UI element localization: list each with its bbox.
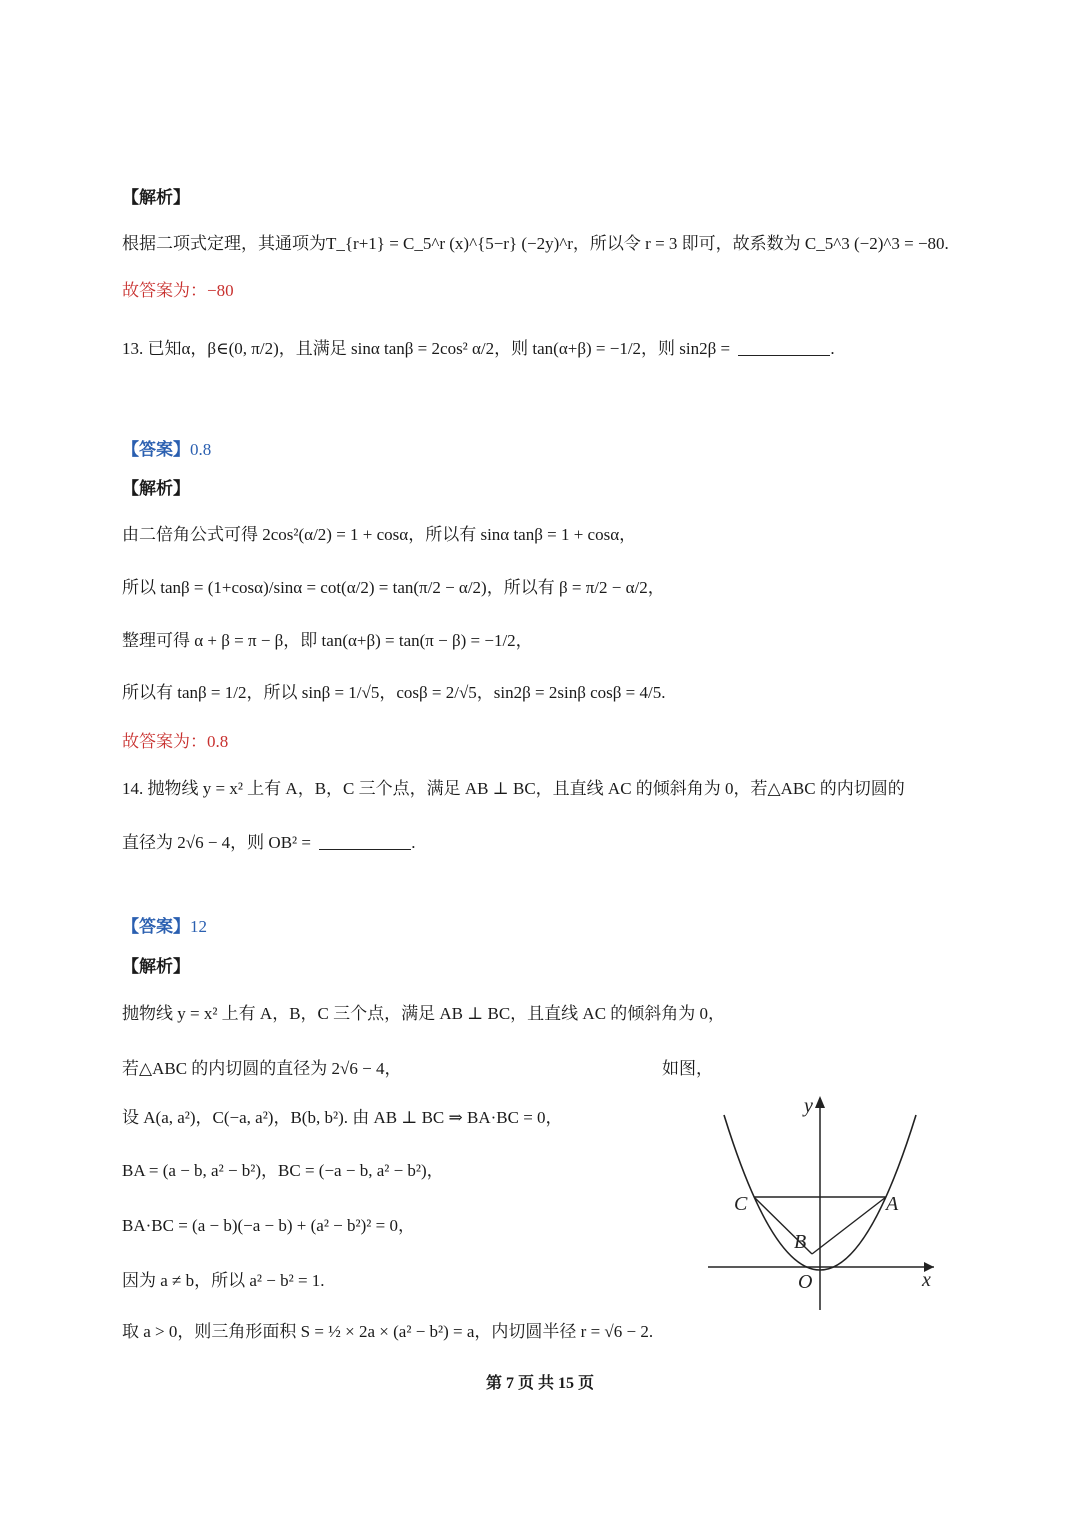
analysis-14-line-4: BA = (a − b, a² − b²)，BC = (−a − b, a² − b²)， (122, 1161, 444, 1180)
label-x: x (922, 1269, 931, 1291)
analysis-heading-14: 【解析】 (122, 957, 190, 976)
question-14-text-2: 直径为 2√6 − 4，则 OB² = (122, 833, 316, 852)
label-c: C (734, 1193, 748, 1215)
answer-label-14: 【答案】 (122, 917, 190, 936)
question-13: 13. 已知α，β∈(0, π/2)，且满足 sinα tanβ = 2cos² α/2，则 tan(α+β) = −1/2，则 sin2β = . (122, 339, 835, 358)
analysis-14-line-1: 抛物线 y = x² 上有 A，B，C 三个点，满足 AB ⊥ BC，且直线 AC 的倾斜角为 0， (122, 1004, 726, 1023)
parabola-figure (700, 1090, 940, 1320)
analysis-heading-13: 【解析】 (122, 479, 190, 498)
analysis-heading-12: 【解析】 (122, 188, 190, 207)
analysis-14-line-2: 若△ABC 的内切圆的直径为 2√6 − 4， (122, 1059, 402, 1078)
label-b: B (794, 1231, 807, 1253)
answer-line-13 (122, 438, 211, 462)
label-o: O (798, 1271, 813, 1293)
analysis-14-line-6: 因为 a ≠ b，所以 a² − b² = 1. (122, 1271, 325, 1290)
analysis-13-line-1: 由二倍角公式可得 2cos²(α/2) = 1 + cosα，所以有 sinα tanβ = 1 + cosα， (122, 525, 637, 544)
question-14-line-1: 14. 抛物线 y = x² 上有 A，B，C 三个点，满足 AB ⊥ BC，且直线 AC 的倾斜角为 0，若△ABC 的内切圆的 (122, 779, 905, 798)
label-a: A (886, 1193, 899, 1215)
answer-label-13: 【答案】 (122, 440, 190, 459)
analysis-12-line-1: 根据二项式定理，其通项为T_{r+1} = C_5^r (x)^{5−r} (−2y)^r，所以令 r = 3 即可，故系数为 C_5^3 (−2)^3 = −80. (122, 234, 949, 253)
label-y: y (804, 1095, 813, 1117)
answer-value-14: 12 (190, 917, 207, 936)
question-13-text: 13. 已知α，β∈(0, π/2)，且满足 sinα tanβ = 2cos² α/2，则 tan(α+β) = −1/2，则 sin2β = (122, 339, 735, 358)
analysis-14-line-3: 设 A(a, a²)，C(−a, a²)，B(b, b²). 由 AB ⊥ BC ⇒ BA·BC = 0， (122, 1108, 563, 1127)
answer-blank-14 (319, 833, 411, 850)
see-figure-text: 如图， (662, 1059, 713, 1078)
answer-value-13: 0.8 (190, 440, 212, 459)
answer-blank-13 (738, 339, 830, 356)
analysis-14-line-7: 取 a > 0，则三角形面积 S = ½ × 2a × (a² − b²) = a，内切圆半径 r = √6 − 2. (122, 1322, 654, 1341)
question-14-line-2: 直径为 2√6 − 4，则 OB² = . (122, 833, 416, 852)
analysis-13-line-2: 所以 tanβ = (1+cosα)/sinα = cot(α/2) = tan(π/2 − α/2)，所以有 β = π/2 − α/2， (122, 578, 665, 597)
answer-line-14 (122, 915, 207, 939)
page-footer: 第 7 页 共 15 页 (485, 1375, 594, 1392)
analysis-14-line-5: BA·BC = (a − b)(−a − b) + (a² − b²)² = 0， (122, 1216, 415, 1235)
final-answer-12: 故答案为：−80 (122, 281, 234, 300)
final-answer-13: 故答案为：0.8 (122, 732, 229, 751)
y-axis-arrow (815, 1096, 825, 1108)
analysis-13-line-4: 所以有 tanβ = 1/2，所以 sinβ = 1/√5，cosβ = 2/√5，sin2β = 2sinβ cosβ = 4/5. (122, 683, 666, 702)
analysis-13-line-3: 整理可得 α + β = π − β，即 tan(α+β) = tan(π − β) = −1/2， (122, 631, 533, 650)
segment-ba (812, 1197, 886, 1254)
